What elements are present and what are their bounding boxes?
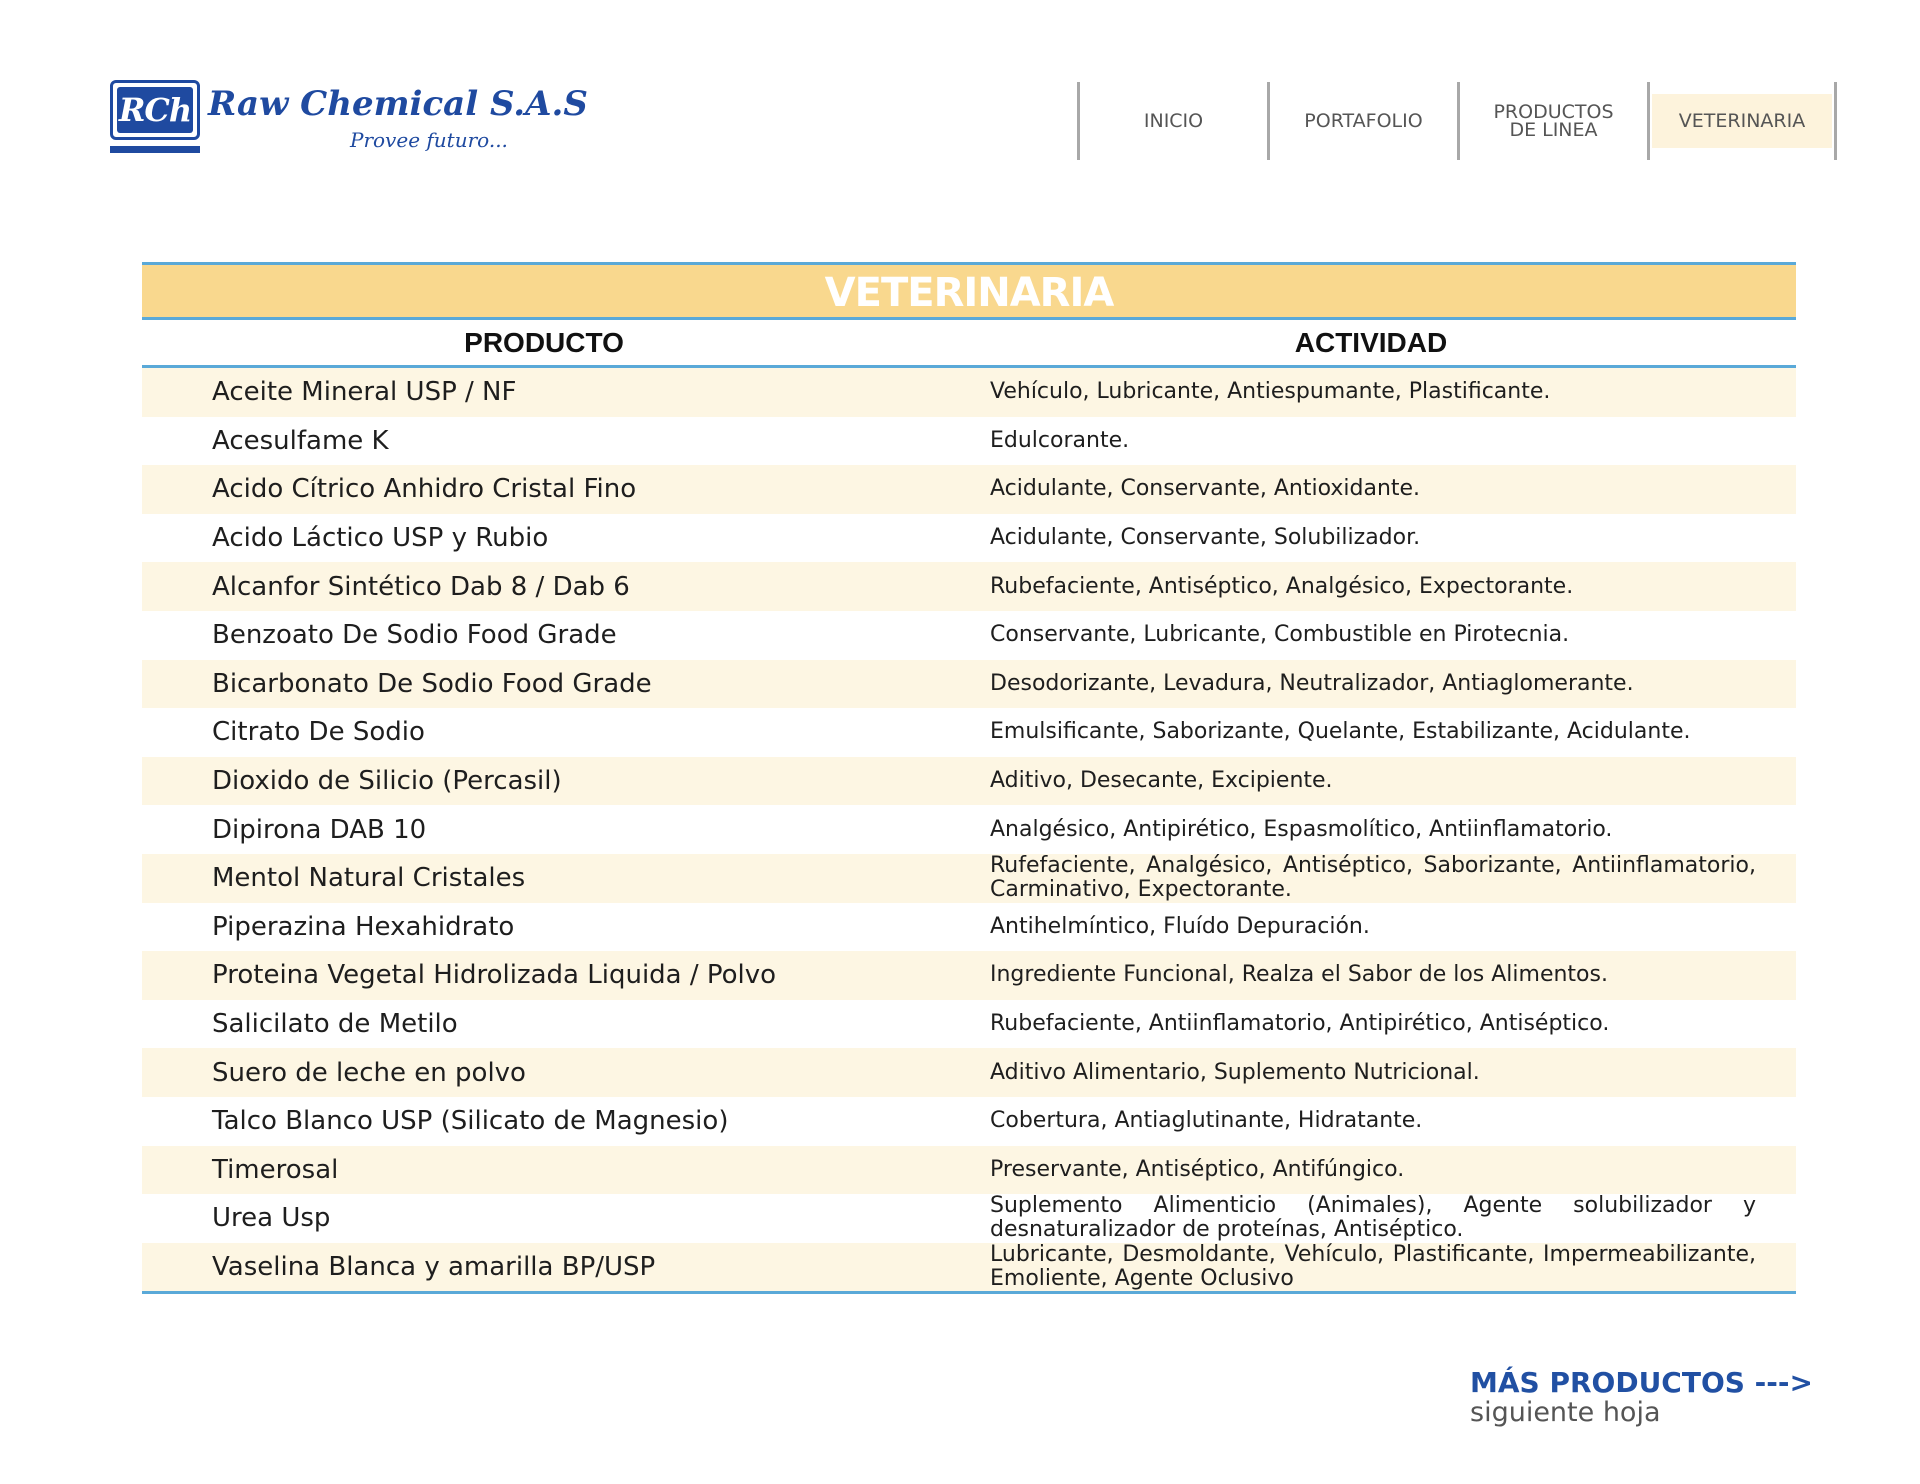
product-activity: Aditivo Alimentario, Suplemento Nutricional. [990,1059,1480,1085]
nav-item-label-stack [1493,103,1613,139]
table-row [142,514,1796,563]
table-row [142,1146,1796,1195]
product-name: Mentol Natural Cristales [212,863,526,894]
product-activity: Desodorizante, Levadura, Neutralizador, Antiaglomerante. [990,670,1634,696]
product-name: Talco Blanco USP (Silicato de Magnesio) [212,1106,729,1137]
product-name: Vaselina Blanca y amarilla BP/USP [212,1251,656,1282]
product-activity: Acidulante, Conservante, Antioxidante. [990,476,1421,502]
table-row [142,465,1796,514]
product-name: Alcanfor Sintético Dab 8 / Dab 6 [212,571,630,602]
nav-item-label-line2: DE LINEA [1509,119,1598,141]
table-row [142,757,1796,806]
nav-item-veterinaria[interactable] [1647,82,1837,160]
table-row [142,903,1796,952]
table-row [142,1000,1796,1049]
product-name: Acesulfame K [212,425,389,456]
product-activity: Cobertura, Antiaglutinante, Hidratante. [990,1108,1423,1134]
product-table [142,262,1796,1294]
product-name: Aceite Mineral USP / NF [212,377,517,408]
product-activity: Antihelmíntico, Fluído Depuración. [990,913,1370,939]
company-logo[interactable] [110,80,588,160]
table-row [142,708,1796,757]
nav-item-label: VETERINARIA [1652,94,1832,148]
company-tagline: Provee futuro... [350,128,508,152]
table-row [142,368,1796,417]
product-name: Dipirona DAB 10 [212,814,427,845]
product-activity: Aditivo, Desecante, Excipiente. [990,768,1333,794]
product-activity: Rubefaciente, Antiinflamatorio, Antipirético, Antiséptico. [990,1011,1610,1037]
table-row [142,805,1796,854]
product-activity: Conservante, Lubricante, Combustible en Pirotecnia. [990,622,1570,648]
nav-item-productos-de-linea[interactable] [1457,82,1647,160]
product-activity: Suplemento Alimenticio (Animales), Agente solubilizador y desnaturalizador de proteínas, Antiséptico. [990,1193,1756,1243]
table-row [142,1194,1796,1243]
logo-mark [110,80,200,140]
product-name: Citrato De Sodio [212,717,425,748]
nav-item-label-line1: PRODUCTOS [1493,101,1614,123]
product-name: Dioxido de Silicio (Percasil) [212,766,562,797]
product-activity: Emulsificante, Saborizante, Quelante, Estabilizante, Acidulante. [990,719,1691,745]
product-activity: Ingrediente Funcional, Realza el Sabor de los Alimentos. [990,962,1608,988]
company-name: Raw Chemical S.A.S [208,84,588,124]
nav-item-inicio[interactable] [1077,82,1267,160]
logo-mark-text: RCh [117,87,193,133]
table-header [142,320,1796,368]
product-activity: Acidulante, Conservante, Solubilizador. [990,525,1421,551]
product-activity: Analgésico, Antipirético, Espasmolítico, Antiinflamatorio. [990,816,1613,842]
nav-item-label: INICIO [1143,110,1204,132]
column-header-activity: ACTIVIDAD [1294,327,1448,358]
product-activity: Edulcorante. [990,427,1130,453]
more-products-label: MÁS PRODUCTOS ---> [1470,1366,1813,1399]
product-activity: Vehículo, Lubricante, Antiespumante, Plastificante. [990,379,1551,405]
column-header-product: PRODUCTO [464,327,624,358]
logo-underline [110,146,200,153]
product-activity: Preservante, Antiséptico, Antifúngico. [990,1156,1405,1182]
table-row [142,951,1796,1000]
table-bottom-rule [142,1291,1796,1294]
table-body [142,368,1796,1291]
product-name: Acido Láctico USP y Rubio [212,523,549,554]
product-name: Piperazina Hexahidrato [212,911,515,942]
product-name: Bicarbonato De Sodio Food Grade [212,668,652,699]
table-row [142,1048,1796,1097]
product-name: Benzoato De Sodio Food Grade [212,620,617,651]
table-row [142,854,1796,903]
nav-item-portafolio[interactable] [1267,82,1457,160]
product-name: Timerosal [212,1154,339,1185]
product-name: Proteina Vegetal Hidrolizada Liquida / Polvo [212,960,777,991]
product-name: Suero de leche en polvo [212,1057,526,1088]
table-row [142,1097,1796,1146]
product-name: Salicilato de Metilo [212,1009,458,1040]
table-row [142,660,1796,709]
next-page-label: siguiente hoja [1470,1397,1661,1428]
top-nav [1077,82,1837,160]
nav-item-label: PORTAFOLIO [1304,110,1423,132]
product-name: Acido Cítrico Anhidro Cristal Fino [212,474,637,505]
table-row [142,417,1796,466]
product-name: Urea Usp [212,1203,331,1234]
product-activity: Rubefaciente, Antiséptico, Analgésico, Expectorante. [990,573,1574,599]
table-row [142,1243,1796,1292]
product-activity: Lubricante, Desmoldante, Vehículo, Plastificante, Impermeabilizante, Emoliente, Agente Oclusivo [990,1241,1756,1291]
table-title: VETERINARIA [142,262,1796,320]
table-row [142,562,1796,611]
table-row [142,611,1796,660]
more-products-link[interactable] [1470,1366,1813,1428]
product-activity: Rufefaciente, Analgésico, Antiséptico, Saborizante, Antiinflamatorio, Carminativo, Expectorante. [990,853,1756,903]
